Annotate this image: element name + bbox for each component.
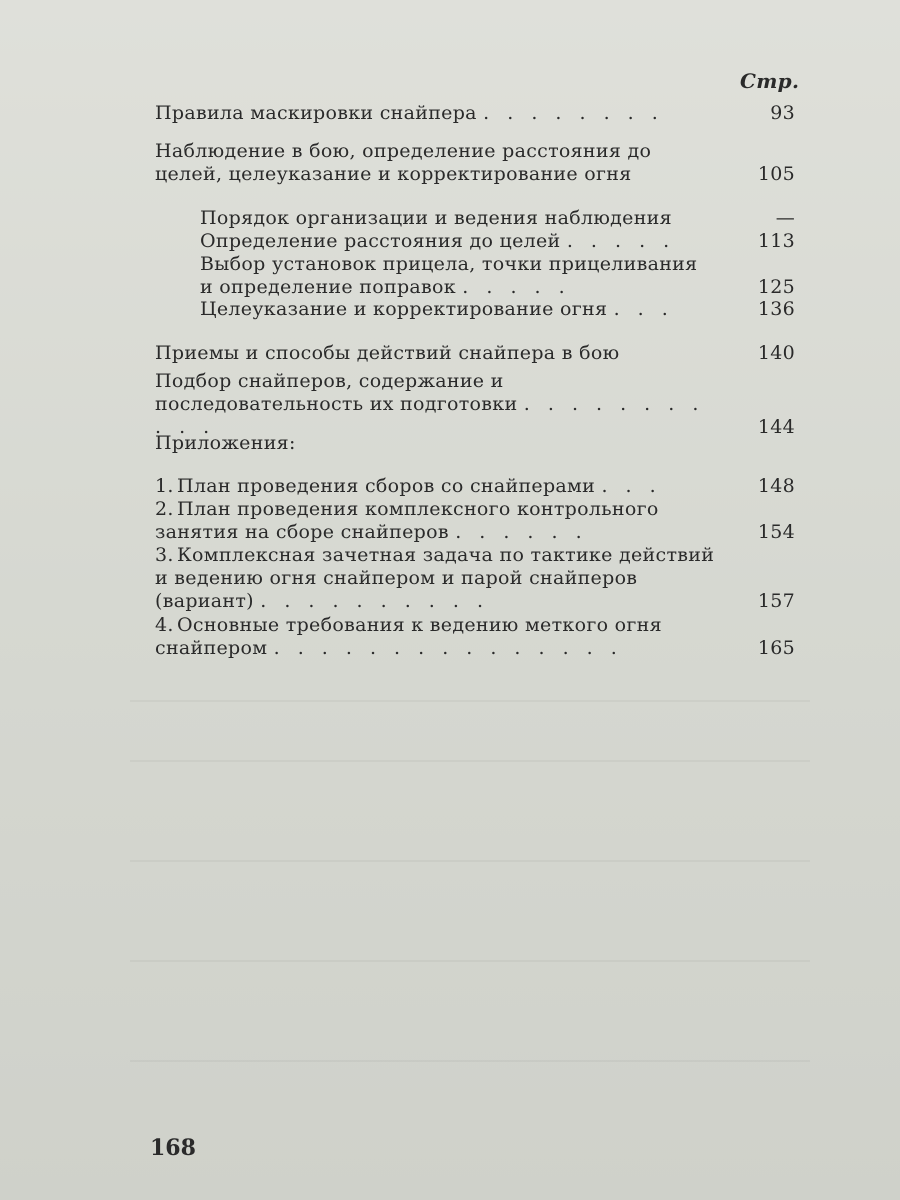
- dot-leader: . . . . . . . . . .: [260, 590, 489, 612]
- dot-leader: . . .: [601, 475, 662, 497]
- toc-entry-page: 113: [757, 230, 795, 252]
- toc-subentry: [200, 298, 795, 321]
- appendix-index: 4.: [155, 614, 174, 636]
- toc-entry-text: Приемы и способы действий снайпера в бою: [155, 342, 620, 364]
- toc-entry-page: 93: [770, 102, 795, 124]
- appendix-page: 157: [757, 590, 795, 612]
- toc-entry-page: —: [775, 207, 795, 229]
- toc-entry-text: Целеуказание и корректирование огня: [200, 298, 608, 320]
- toc-subentry: [200, 230, 795, 253]
- bleed-through-line: [130, 760, 810, 762]
- page-number: 168: [150, 1135, 196, 1161]
- appendix-text: План проведения сборов со снайперами: [177, 475, 596, 497]
- toc-entry: [155, 370, 795, 439]
- appendix-index: 2.: [155, 498, 174, 520]
- appendix-text: Основные требования к ведению меткого огня снайпером: [155, 614, 662, 659]
- dot-leader: . . . . . . . . . . . . . . .: [273, 637, 623, 659]
- toc-entry-text: Выбор установок прицела, точки прицеливания и определение поправок: [200, 253, 698, 298]
- appendix-text: Комплексная зачетная задача по тактике действий и ведению огня снайпером и парой снайперов (вариант): [155, 544, 715, 612]
- dot-leader: . . . . . .: [455, 521, 588, 543]
- toc-entry: [155, 140, 795, 186]
- appendix-text: План проведения комплексного контрольного занятия на сборе снайперов: [155, 498, 659, 543]
- dot-leader: . . . . .: [566, 230, 676, 252]
- toc-entry-text: Порядок организации и ведения наблюдения: [200, 207, 672, 229]
- toc-entry: [155, 102, 795, 125]
- dot-leader: . . . . . . . . . . .: [155, 393, 705, 438]
- appendix-item: [155, 544, 795, 613]
- appendix-page: 154: [757, 521, 795, 543]
- appendix-item: [155, 475, 795, 498]
- toc-entry-text: Наблюдение в бою, определение расстояния до целей, целеуказание и корректирование огня: [155, 140, 652, 185]
- appendix-item: [155, 498, 795, 544]
- appendix-page: 165: [757, 637, 795, 659]
- page-column-label: Стр.: [740, 69, 800, 93]
- toc-entry-page: 140: [757, 342, 795, 364]
- toc-entry-text: Правила маскировки снайпера: [155, 102, 477, 124]
- toc-entry-text: Определение расстояния до целей: [200, 230, 561, 252]
- bleed-through-line: [130, 1060, 810, 1062]
- appendix-index: 3.: [155, 544, 174, 566]
- dot-leader: . . . . .: [462, 276, 571, 298]
- dot-leader: . . .: [613, 298, 674, 320]
- appendix-heading: Приложения:: [155, 432, 296, 454]
- bleed-through-line: [130, 960, 810, 962]
- toc-entry-page: 125: [757, 276, 795, 298]
- appendix-page: 148: [757, 475, 795, 497]
- toc-entry-page: 136: [757, 298, 795, 320]
- toc-subentry: [200, 253, 795, 299]
- appendix-item: [155, 614, 795, 660]
- toc-entry: [155, 342, 795, 365]
- toc-subentry: [200, 207, 795, 230]
- toc-entry-text: Подбор снайперов, содержание и последовательность их подготовки: [155, 370, 518, 415]
- toc-entry-page: 144: [757, 416, 795, 438]
- bleed-through-line: [130, 700, 810, 702]
- appendix-index: 1.: [155, 475, 174, 497]
- toc-entry-page: 105: [757, 163, 795, 185]
- dot-leader: . . . . . . . .: [483, 102, 664, 124]
- bleed-through-line: [130, 860, 810, 862]
